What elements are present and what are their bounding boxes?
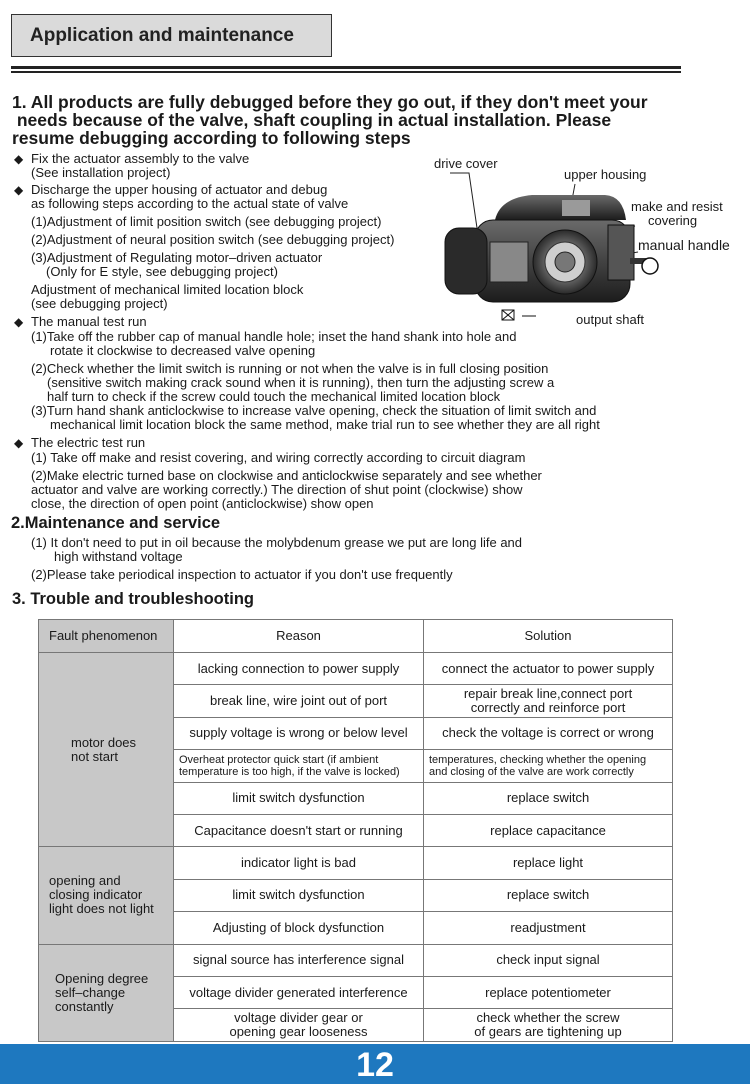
text-line: (3)Turn hand shank anticlockwise to increase valve opening, check the situation of limit switch and [31, 403, 597, 418]
text-line: Adjustment of mechanical limited location block [31, 282, 304, 297]
dial-center [555, 252, 575, 272]
text-line: (sensitive switch making crack sound when it is running), then turn the adjusting screw a [47, 375, 555, 390]
housing-plate [562, 200, 590, 216]
text-line: (1) Take off make and resist covering, and wiring correctly according to circuit diagram [31, 450, 526, 465]
reason-cell: signal source has interference signal [174, 944, 424, 976]
text-line: (See installation project) [31, 165, 171, 180]
label-covering: covering [648, 213, 698, 228]
section2-heading: 2.Maintenance and service [11, 514, 221, 532]
fault-cell: Opening degree self–change constantly [39, 944, 174, 1041]
text-line: high withstand voltage [54, 549, 183, 564]
section3-heading: 3. Trouble and troubleshooting [12, 590, 254, 608]
table-row [39, 653, 673, 685]
table-row [39, 944, 673, 976]
solution-cell: replace switch [424, 782, 673, 814]
bullet-diamond-icon: ◆ [14, 436, 24, 450]
section1-heading: 1. All products are fully debugged before they go out, if they don't meet your needs because of the valve, shaft coupling in actual installation. Please resume debugging according to following steps [12, 92, 648, 148]
bullet-diamond-icon: ◆ [14, 315, 24, 329]
text-line: half turn to check if the screw could touch the mechanical limited location block [47, 389, 501, 404]
solution-cell: temperatures, checking whether the opening and closing of the valve are work correctly [424, 750, 673, 782]
solution-cell: readjustment [424, 912, 673, 944]
divider [11, 66, 681, 69]
fault-cell: opening and closing indicator light does not light [39, 847, 174, 944]
label-output-shaft: output shaft [576, 312, 644, 327]
text-line: (Only for E style, see debugging project) [46, 264, 278, 279]
upper-housing-shape [495, 195, 626, 220]
column-header: Reason [174, 620, 424, 653]
reason-cell: voltage divider generated interference [174, 976, 424, 1008]
fault-cell: motor does not start [39, 653, 174, 847]
solution-cell: check input signal [424, 944, 673, 976]
reason-cell: voltage divider gear or opening gear looseness [174, 1009, 424, 1041]
table-header-row [39, 620, 673, 653]
text-line: mechanical limit location block the same method, make trial run to see whether they are all right [50, 417, 600, 432]
text-line: (2)Adjustment of neural position switch (see debugging project) [31, 232, 395, 247]
troubleshooting-table [38, 619, 673, 1042]
column-header: Fault phenomenon [39, 620, 174, 653]
label-drive-cover: drive cover [434, 156, 498, 171]
text-line: (1)Take off the rubber cap of manual handle hole; inset the hand shank into hole and [31, 329, 517, 344]
reason-cell: Adjusting of block dysfunction [174, 912, 424, 944]
actuator-diagram [440, 160, 670, 330]
reason-cell: Overheat protector quick start (if ambient temperature is too high, if the valve is locked) [174, 750, 424, 782]
text-line: (2)Check whether the limit switch is running or not when the valve is in full closing position [31, 361, 549, 376]
solution-cell: repair break line,connect port correctly and reinforce port [424, 685, 673, 717]
label-upper-housing: upper housing [564, 167, 647, 182]
gear-box [490, 242, 528, 282]
reason-cell: break line, wire joint out of port [174, 685, 424, 717]
reason-cell: limit switch dysfunction [174, 782, 424, 814]
text-line: The electric test run [31, 435, 146, 450]
reason-cell: Capacitance doesn't start or running [174, 814, 424, 846]
column-header: Solution [424, 620, 673, 653]
divider [11, 71, 681, 73]
text-line: (1) It don't need to put in oil because the molybdenum grease we put are long life and [31, 535, 523, 550]
text-line: Discharge the upper housing of actuator and debug [31, 182, 328, 197]
text-line: (2)Make electric turned base on clockwise and anticlockwise separately and see whether [31, 468, 542, 483]
text-line: The manual test run [31, 314, 147, 329]
label-make-resist: make and resist [631, 199, 723, 214]
text-line: rotate it clockwise to decreased valve opening [50, 343, 316, 358]
solution-cell: check whether the screw of gears are tightening up [424, 1009, 673, 1041]
reason-cell: supply voltage is wrong or below level [174, 717, 424, 749]
text-line: close, the direction of open point (anticlockwise) show open [31, 496, 374, 511]
table-row [39, 847, 673, 879]
manual-handle-knob [642, 258, 658, 274]
drive-cover-shape [445, 228, 487, 294]
reason-cell: lacking connection to power supply [174, 653, 424, 685]
solution-cell: connect the actuator to power supply [424, 653, 673, 685]
label-manual-handle: manual handle [638, 237, 730, 253]
text-line: (3)Adjustment of Regulating motor–driven actuator [31, 250, 323, 265]
reason-cell: limit switch dysfunction [174, 879, 424, 911]
text-line: (see debugging project) [31, 296, 168, 311]
text-line: (1)Adjustment of limit position switch (see debugging project) [31, 214, 382, 229]
text-line: Fix the actuator assembly to the valve [31, 151, 250, 166]
solution-cell: replace potentiometer [424, 976, 673, 1008]
page-number: 12 [0, 1044, 750, 1084]
reason-cell: indicator light is bad [174, 847, 424, 879]
cover-block [608, 225, 634, 280]
solution-cell: replace switch [424, 879, 673, 911]
leader-line [450, 173, 477, 228]
text-line: as following steps according to the actual state of valve [31, 196, 349, 211]
bullet-diamond-icon: ◆ [14, 183, 24, 197]
solution-cell: replace capacitance [424, 814, 673, 846]
page-title: Application and maintenance [11, 14, 332, 57]
text-line: actuator and valve are working correctly.) The direction of shut point (clockwise) show [31, 482, 523, 497]
text-line: (2)Please take periodical inspection to actuator if you don't use frequently [31, 567, 453, 582]
bullet-diamond-icon: ◆ [14, 152, 24, 166]
solution-cell: replace light [424, 847, 673, 879]
solution-cell: check the voltage is correct or wrong [424, 717, 673, 749]
